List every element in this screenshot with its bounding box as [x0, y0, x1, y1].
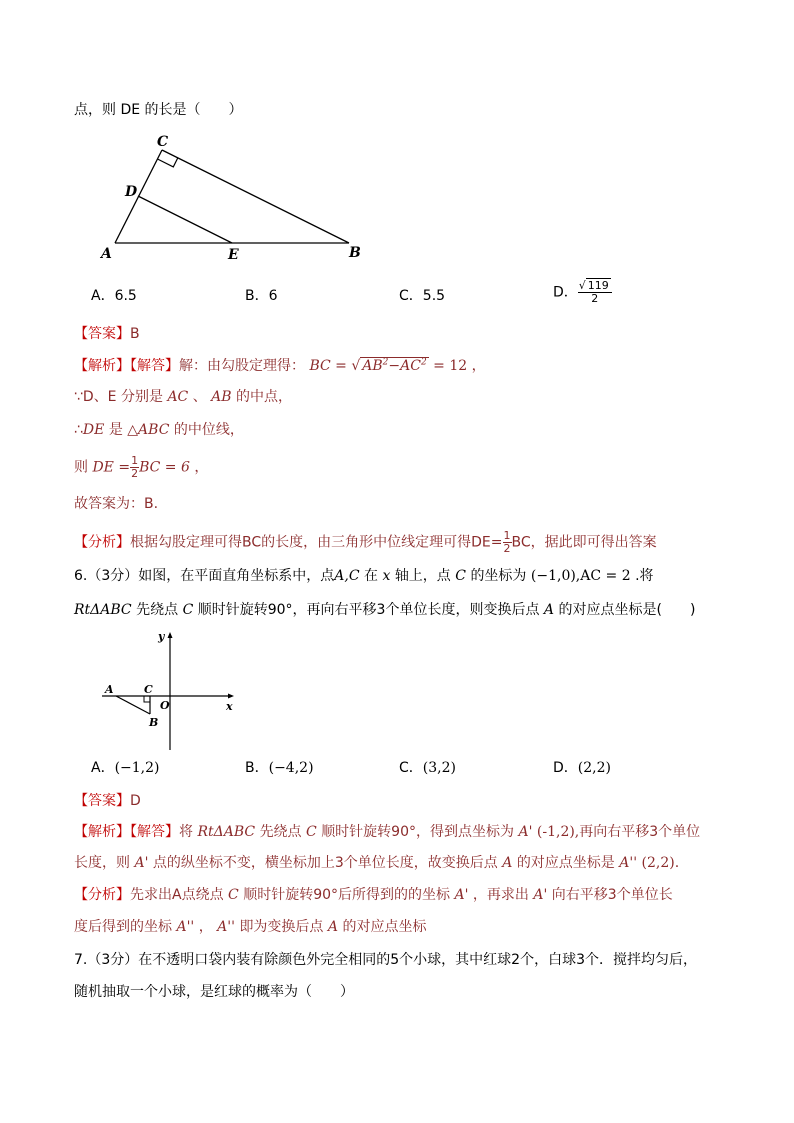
- segment-de: [138, 196, 232, 243]
- q5-conclusion: 故答案为：B.: [74, 496, 159, 512]
- q6-option-b: B．(−4,2): [245, 760, 314, 776]
- q5-option-a: A．6.5: [91, 288, 137, 304]
- label-o: O: [160, 699, 170, 712]
- q5-option-c: C．5.5: [399, 288, 446, 304]
- label-c: C: [157, 134, 169, 150]
- q5-analysis-note: 【分析】根据勾股定理可得BC的长度，由三角形中位线定理可得DE= $\frac{1}{2}$ BC，据此即可得出答案: [74, 529, 657, 555]
- q6-stem-line1: 6.（3分）如图，在平面直角坐标系中，点A,C 在 x 轴上，点 C 的坐标为 (−1,0),AC = 2 .将: [74, 568, 654, 584]
- q6-solution-line2: 长度，则 A' 点的纵坐标不变，横坐标加上3个单位长度，故变换后点 A 的对应点坐标是 A'' (2,2).: [74, 855, 680, 871]
- label-x: x: [226, 700, 233, 713]
- q6-analysis-line1: 【分析】先求出A点绕点 C 顺时针旋转90°后所得到的的坐标 A' ，再求出 A' 向右平移3个单位长: [74, 887, 673, 903]
- label-b: B: [149, 716, 159, 729]
- q5-solution-line2: ∵D、E 分别是 AC 、 AB 的中点，: [74, 389, 293, 405]
- label-d: D: [125, 184, 138, 200]
- q5-solution-line1: 【解析】【解答】解：由勾股定理得： BC = √ $AB^2-AC^2 = 12$ ，: [74, 357, 486, 374]
- q6-stem-line2: RtΔABC 先绕点 C 顺时针旋转90°，再向右平移3个单位长度，则变换后点 A 的对应点坐标是( ): [74, 602, 696, 618]
- segment-cb: [162, 150, 349, 243]
- label-a: A: [101, 246, 112, 262]
- segment-ab: [116, 696, 150, 714]
- q6-option-c: C．(3,2): [399, 760, 456, 776]
- right-angle-mark: [158, 158, 178, 167]
- q6-answer: 【答案】D: [74, 793, 141, 809]
- label-y: y: [158, 630, 165, 643]
- label-a: A: [105, 683, 114, 696]
- q7-stem-line2: 随机抽取一个小球，是红球的概率为（ ）: [74, 984, 354, 1000]
- q5-solution-line3: ∴DE 是 △ABC 的中位线，: [74, 422, 244, 438]
- q5-stem: 点，则 DE 的长是（ ）: [74, 102, 243, 118]
- q7-stem-line1: 7.（3分）在不透明口袋内装有除颜色外完全相同的5个小球，其中红球2个，白球3个．搅拌均匀后，: [74, 952, 697, 968]
- q6-option-d: D．(2,2): [553, 760, 611, 776]
- q5-option-d: D． $\frac{√ 119}{2}$: [553, 280, 612, 305]
- label-c: C: [144, 683, 153, 696]
- triangle-figure: [95, 128, 370, 263]
- label-b: B: [349, 245, 361, 261]
- q6-option-a: A．(−1,2): [91, 760, 160, 776]
- label-e: E: [228, 247, 239, 263]
- right-angle-mark: [144, 696, 150, 702]
- coordinate-figure: [100, 628, 245, 753]
- q5-answer: 【答案】B: [74, 326, 140, 342]
- q6-solution-line1: 【解析】【解答】将 RtΔABC 先绕点 C 顺时针旋转90°，得到点坐标为 A' (-1,2),再向右平移3个单位: [74, 824, 701, 840]
- q5-solution-line4: 则 DE = $\frac{1}{2}$ BC = 6 ，: [74, 454, 209, 480]
- q6-analysis-line2: 度后得到的坐标 A'' ， A'' 即为变换后点 A 的对应点坐标: [74, 919, 427, 935]
- q5-option-b: B．6: [245, 288, 278, 304]
